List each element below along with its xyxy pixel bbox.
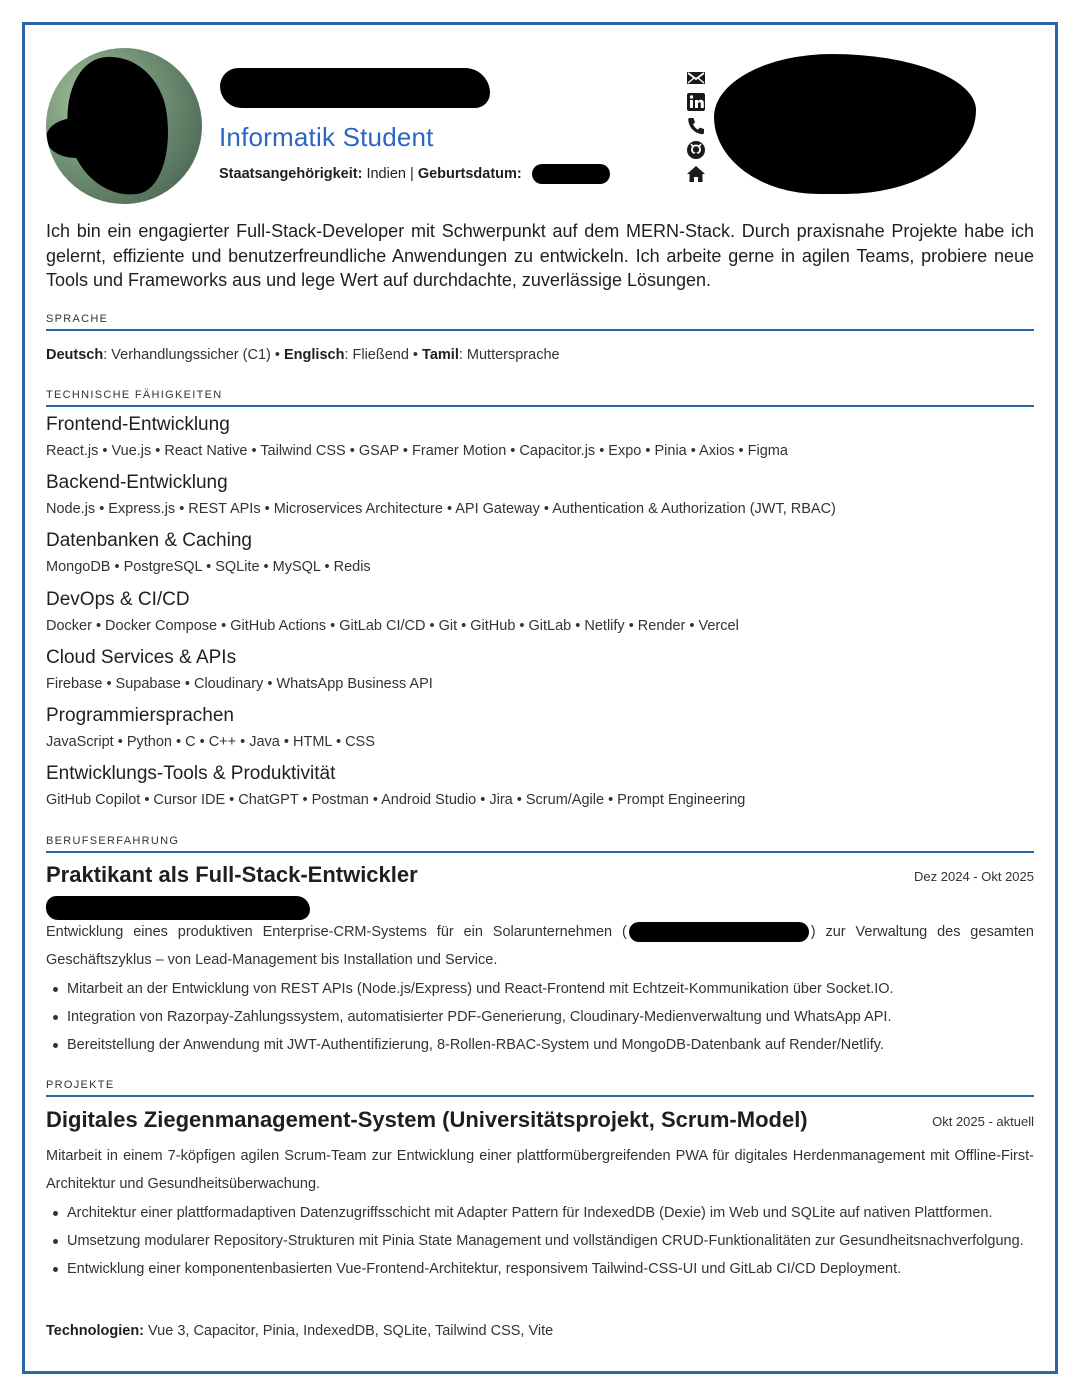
experience-dates: Dez 2024 - Okt 2025 bbox=[914, 869, 1034, 884]
nationality-label: Staatsangehörigkeit: bbox=[219, 165, 363, 182]
name-redacted bbox=[220, 68, 490, 108]
section-heading-skills: TECHNISCHE FÄHIGKEITEN bbox=[46, 389, 1034, 407]
profile-photo bbox=[46, 48, 202, 204]
separator: | bbox=[410, 165, 414, 182]
client-name-redacted bbox=[629, 922, 809, 942]
skill-group-items: JavaScript • Python • C • C++ • Java • HTML • CSS bbox=[46, 734, 375, 750]
list-item: Integration von Razorpay-Zahlungssystem, automatisierter PDF-Generierung, Cloudinary-Medienverwaltung und WhatsApp API. bbox=[50, 1003, 1034, 1031]
skill-group-title: Backend-Entwicklung bbox=[46, 472, 228, 493]
language-name: Englisch bbox=[284, 347, 345, 363]
skill-group-title: Frontend-Entwicklung bbox=[46, 414, 230, 435]
skill-group-items: GitHub Copilot • Cursor IDE • ChatGPT • Postman • Android Studio • Jira • Scrum/Agile • Prompt Engineering bbox=[46, 792, 746, 808]
github-icon bbox=[686, 140, 706, 160]
list-item: Umsetzung modularer Repository-Strukturen mit Pinia State Management und vollständigen CRUD-Funktionalitäten zur Gesundheitsnachverfolgung. bbox=[50, 1227, 1034, 1255]
language-level: : Verhandlungssicher (C1) • bbox=[103, 347, 284, 363]
experience-description bbox=[46, 918, 1034, 974]
birthdate-redacted bbox=[532, 164, 610, 184]
skill-group-items: React.js • Vue.js • React Native • Tailwind CSS • GSAP • Framer Motion • Capacitor.js • Expo • Pinia • Axios • Figma bbox=[46, 443, 788, 459]
experience-description-start: Entwicklung eines produktiven Enterprise-CRM-Systems für ein Solarunternehmen ( bbox=[46, 924, 627, 940]
birthdate-label: Geburtsdatum: bbox=[417, 165, 522, 182]
skill-group-title: Entwicklungs-Tools & Produktivität bbox=[46, 763, 336, 784]
contact-icons bbox=[686, 68, 710, 188]
list-item: Architektur einer plattformadaptiven Datenzugriffsschicht mit Adapter Pattern für IndexedDB (Dexie) im Web und SQLite auf nativen Plattformen. bbox=[50, 1199, 1034, 1227]
project-technologies bbox=[46, 1323, 553, 1339]
redaction-mark bbox=[46, 118, 106, 158]
project-title: Digitales Ziegenmanagement-System (Universitätsprojekt, Scrum-Model) bbox=[46, 1107, 808, 1132]
personal-details bbox=[219, 164, 610, 184]
skill-group bbox=[46, 762, 1034, 808]
linkedin-icon bbox=[686, 92, 706, 112]
project-dates: Okt 2025 - aktuell bbox=[932, 1114, 1034, 1129]
resume-header bbox=[46, 48, 1036, 208]
technologies-label: Technologien: bbox=[46, 1323, 145, 1339]
skill-group-title: DevOps & CI/CD bbox=[46, 589, 190, 610]
list-item: Mitarbeit an der Entwicklung von REST APIs (Node.js/Express) und React-Frontend mit Echtzeit-Kommunikation über Socket.IO. bbox=[50, 975, 1034, 1003]
skill-group-items: Docker • Docker Compose • GitHub Actions • GitLab CI/CD • Git • GitHub • GitLab • Netlify • Render • Vercel bbox=[46, 618, 739, 634]
skill-group bbox=[46, 529, 1034, 575]
section-heading-language: SPRACHE bbox=[46, 313, 1034, 331]
skill-group bbox=[46, 413, 1034, 459]
experience-description-end: ) zur Verwaltung des gesamten Geschäftszyklus – von Lead-Management bis Installation und Service. bbox=[46, 924, 1034, 968]
project-description: Mitarbeit in einem 7-köpfigen agilen Scrum-Team zur Entwicklung einer plattformübergreifenden PWA für digitales Herdenmanagement mit Offline-First-Architektur und Gesundheitsüberwachung. bbox=[46, 1148, 1034, 1192]
experience-bullets bbox=[50, 975, 1034, 1059]
language-name: Deutsch bbox=[46, 347, 104, 363]
language-level: : Fließend • bbox=[344, 347, 423, 363]
skill-group bbox=[46, 646, 1034, 692]
language-list bbox=[46, 347, 560, 363]
language-level: : Muttersprache bbox=[458, 347, 560, 363]
list-item: Entwicklung einer komponentenbasierten Vue-Frontend-Architektur, responsivem Tailwind-CSS-UI und GitLab CI/CD Deployment. bbox=[50, 1255, 1034, 1283]
company-name-redacted bbox=[46, 896, 310, 920]
skill-group-title: Cloud Services & APIs bbox=[46, 647, 237, 668]
skill-group-title: Datenbanken & Caching bbox=[46, 530, 252, 551]
section-heading-projects: PROJEKTE bbox=[46, 1079, 1034, 1097]
home-icon bbox=[686, 164, 706, 184]
skill-group bbox=[46, 471, 1034, 517]
experience-title: Praktikant als Full-Stack-Entwickler bbox=[46, 862, 418, 887]
contact-details-redacted bbox=[714, 54, 976, 194]
skill-group-items: Node.js • Express.js • REST APIs • Microservices Architecture • API Gateway • Authentication & Authorization (JWT, RBAC) bbox=[46, 501, 836, 517]
project-bullets bbox=[50, 1199, 1034, 1283]
section-heading-experience: BERUFSERFAHRUNG bbox=[46, 835, 1034, 853]
language-name: Tamil bbox=[422, 347, 459, 363]
phone-icon bbox=[686, 116, 706, 136]
list-item: Bereitstellung der Anwendung mit JWT-Authentifizierung, 8-Rollen-RBAC-System und MongoDB-Datenbank auf Render/Netlify. bbox=[50, 1031, 1034, 1059]
skill-group-title: Programmiersprachen bbox=[46, 705, 234, 726]
skill-group-items: MongoDB • PostgreSQL • SQLite • MySQL • Redis bbox=[46, 559, 371, 575]
job-title: Informatik Student bbox=[219, 122, 434, 152]
mail-icon bbox=[686, 68, 706, 88]
skill-group-items: Firebase • Supabase • Cloudinary • WhatsApp Business API bbox=[46, 676, 433, 692]
profile-summary: Ich bin ein engagierter Full-Stack-Developer mit Schwerpunkt auf dem MERN-Stack. Durch praxisnahe Projekte habe ich gelernt, effiziente und benutzerfreundliche Anwendungen zu entwickeln. Ich arbeite gerne in agilen Teams, probiere neue Tools und Frameworks aus und lege Wert auf durchdachte, zuverlässige Lösungen. bbox=[46, 221, 1034, 290]
technologies-value: Vue 3, Capacitor, Pinia, IndexedDB, SQLite, Tailwind CSS, Vite bbox=[144, 1323, 554, 1339]
skill-group bbox=[46, 704, 1034, 750]
skill-group bbox=[46, 588, 1034, 634]
nationality-value: Indien bbox=[366, 165, 406, 182]
